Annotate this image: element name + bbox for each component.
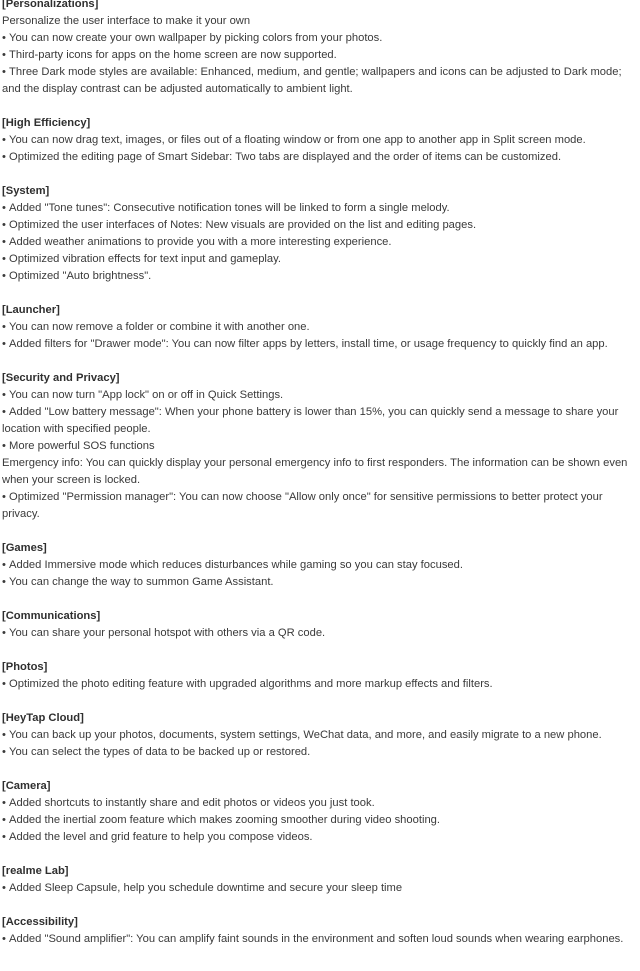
section-heading: [Personalizations]	[2, 0, 99, 10]
bullet-item: • You can share your personal hotspot with others via a QR code.	[2, 625, 636, 642]
changelog-section	[2, 659, 636, 693]
text-line: Emergency info: You can quickly display your personal emergency info to first responders. The information can be shown even when your screen is locked.	[2, 457, 628, 486]
changelog-section	[2, 115, 636, 166]
section-heading: [Security and Privacy]	[2, 372, 120, 384]
section-heading: [Camera]	[2, 780, 51, 792]
bullet-item: • Optimized the photo editing feature with upgraded algorithms and more markup effects and filters.	[2, 676, 636, 693]
bullet-item: • Optimized "Auto brightness".	[2, 268, 636, 285]
bullet-item: • Three Dark mode styles are available: Enhanced, medium, and gentle; wallpapers and icons can be adjusted to Dark mode; and the display contrast can be adjusted automatically to ambient light.	[2, 64, 636, 98]
bullet-item: • Added weather animations to provide you with a more interesting experience.	[2, 234, 636, 251]
bullet-item: • More powerful SOS functions	[2, 438, 636, 455]
changelog-section	[2, 183, 636, 285]
section-heading: [Games]	[2, 542, 47, 554]
bullet-item: • You can back up your photos, documents, system settings, WeChat data, and more, and easily migrate to a new phone.	[2, 727, 636, 744]
bullet-item: • Optimized "Permission manager": You can now choose "Allow only once" for sensitive permissions to better protect your privacy.	[2, 489, 636, 523]
section-heading: [realme Lab]	[2, 865, 69, 877]
changelog-section	[2, 302, 636, 353]
changelog-section	[2, 914, 636, 948]
bullet-item: • Added "Low battery message": When your phone battery is lower than 15%, you can quickly send a message to share your location with specified people.	[2, 404, 636, 438]
changelog-section	[2, 608, 636, 642]
bullet-item: • Added "Sound amplifier": You can amplify faint sounds in the environment and soften loud sounds when wearing earphones.	[2, 931, 636, 948]
section-heading: [HeyTap Cloud]	[2, 712, 84, 724]
bullet-item: • You can now turn "App lock" on or off in Quick Settings.	[2, 387, 636, 404]
bullet-item: • Optimized the user interfaces of Notes: New visuals are provided on the list and editing pages.	[2, 217, 636, 234]
text-line: Personalize the user interface to make it your own	[2, 15, 251, 27]
changelog-section	[2, 0, 636, 98]
changelog-section	[2, 370, 636, 523]
section-heading: [Accessibility]	[2, 916, 78, 928]
section-heading: [System]	[2, 185, 50, 197]
bullet-item: • Added filters for "Drawer mode": You can now filter apps by letters, install time, or usage frequency to quickly find an app.	[2, 336, 636, 353]
changelog-section	[2, 710, 636, 761]
changelog-section	[2, 540, 636, 591]
bullet-item: • You can now create your own wallpaper by picking colors from your photos.	[2, 30, 636, 47]
bullet-item: • Third-party icons for apps on the home screen are now supported.	[2, 47, 636, 64]
bullet-item: • Optimized the editing page of Smart Sidebar: Two tabs are displayed and the order of items can be customized.	[2, 149, 636, 166]
bullet-item: • Added the level and grid feature to help you compose videos.	[2, 829, 636, 846]
section-heading: [Photos]	[2, 661, 48, 673]
section-heading: [Communications]	[2, 610, 101, 622]
section-heading: [Launcher]	[2, 304, 60, 316]
changelog-section	[2, 778, 636, 846]
bullet-item: • You can now remove a folder or combine it with another one.	[2, 319, 636, 336]
bullet-item: • Added shortcuts to instantly share and edit photos or videos you just took.	[2, 795, 636, 812]
bullet-item: • You can change the way to summon Game Assistant.	[2, 574, 636, 591]
bullet-item: • You can now drag text, images, or files out of a floating window or from one app to another app in Split screen mode.	[2, 132, 636, 149]
bullet-item: • Added the inertial zoom feature which makes zooming smoother during video shooting.	[2, 812, 636, 829]
bullet-item: • Added "Tone tunes": Consecutive notification tones will be linked to form a single melody.	[2, 200, 636, 217]
bullet-item: • Added Sleep Capsule, help you schedule downtime and secure your sleep time	[2, 880, 636, 897]
bullet-item: • Optimized vibration effects for text input and gameplay.	[2, 251, 636, 268]
section-heading: [High Efficiency]	[2, 117, 91, 129]
bullet-item: • You can select the types of data to be backed up or restored.	[2, 744, 636, 761]
bullet-item: • Added Immersive mode which reduces disturbances while gaming so you can stay focused.	[2, 557, 636, 574]
changelog-section	[2, 863, 636, 897]
